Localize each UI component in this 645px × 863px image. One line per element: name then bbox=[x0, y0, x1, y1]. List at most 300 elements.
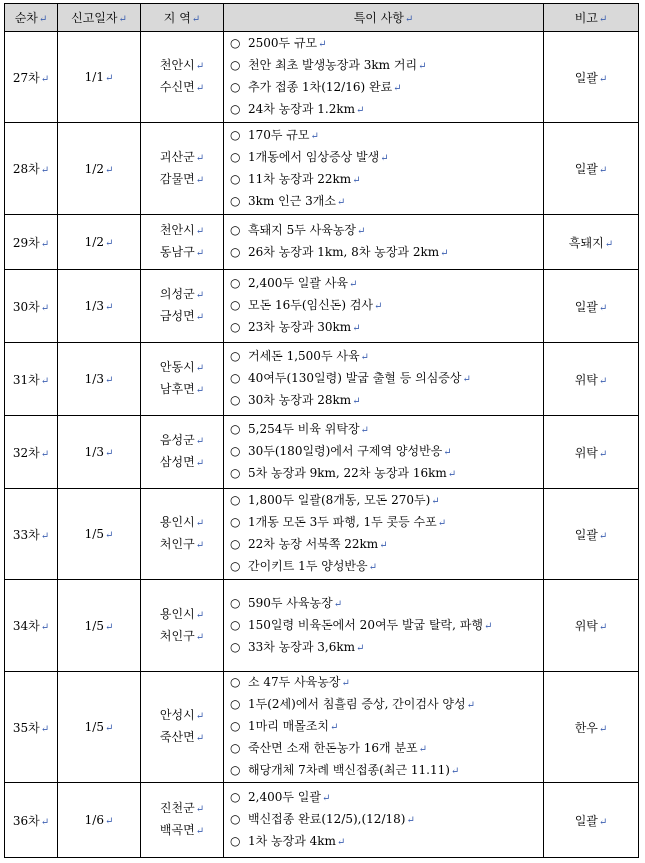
cell-text: 11차 농장과 22km bbox=[248, 171, 352, 186]
return-mark-icon: ↵ bbox=[352, 323, 361, 334]
region-line bbox=[141, 534, 223, 556]
return-mark-icon: ↵ bbox=[431, 496, 440, 507]
cell-text: 170두 규모 bbox=[248, 127, 310, 142]
cell-text: 1/3 bbox=[84, 372, 104, 386]
note-cell bbox=[544, 489, 639, 580]
cell-text: 모돈 16두(임신돈) 검사 bbox=[248, 298, 373, 312]
return-mark-icon: ↵ bbox=[104, 302, 114, 313]
return-mark-icon: ↵ bbox=[352, 174, 361, 186]
return-mark-icon: ↵ bbox=[195, 312, 205, 323]
detail-line bbox=[230, 368, 543, 390]
cell-text: 거세돈 1,500두 사육 bbox=[248, 349, 360, 363]
seq-cell bbox=[5, 416, 58, 489]
detail-line bbox=[230, 191, 543, 213]
cell-text: 삼성면 bbox=[159, 455, 195, 469]
region-line bbox=[141, 705, 223, 727]
details-cell bbox=[224, 215, 544, 270]
detail-line bbox=[230, 317, 543, 339]
cell-text: 추가 접종 1차(12/16) 완료 bbox=[248, 80, 393, 94]
return-mark-icon: ↵ bbox=[40, 73, 50, 85]
return-mark-icon: ↵ bbox=[195, 609, 205, 621]
return-mark-icon: ↵ bbox=[418, 744, 428, 755]
cell-text: 간이키트 1두 양성반응 bbox=[248, 559, 368, 573]
cell-text: 순차 bbox=[14, 11, 38, 25]
detail-line bbox=[230, 125, 543, 147]
cell-text: 2500두 규모 bbox=[248, 36, 318, 50]
column-header bbox=[141, 4, 224, 32]
region-line bbox=[141, 147, 223, 169]
return-mark-icon: ↵ bbox=[40, 530, 50, 542]
bullet-icon: ○ bbox=[230, 245, 241, 259]
detail-line bbox=[230, 615, 543, 637]
cell-text: 진천군 bbox=[159, 801, 195, 815]
return-mark-icon: ↵ bbox=[310, 130, 319, 142]
detail-line bbox=[230, 390, 543, 412]
bullet-icon: ○ bbox=[230, 537, 241, 551]
cell-text: 35차 bbox=[12, 720, 40, 735]
details-cell bbox=[224, 123, 544, 215]
table-row bbox=[5, 32, 639, 123]
details-cell bbox=[224, 489, 544, 580]
bullet-icon: ○ bbox=[230, 393, 241, 407]
return-mark-icon: ↵ bbox=[404, 14, 414, 25]
cell-text: 위탁 bbox=[574, 619, 598, 633]
region-line bbox=[141, 284, 223, 306]
cell-text: 안성시 bbox=[159, 708, 195, 722]
region-line bbox=[141, 55, 223, 77]
outbreak-table bbox=[4, 3, 639, 858]
details-cell bbox=[224, 416, 544, 489]
note-cell bbox=[544, 270, 639, 343]
bullet-icon: ○ bbox=[230, 493, 241, 507]
bullet-icon: ○ bbox=[230, 617, 241, 632]
return-mark-icon: ↵ bbox=[356, 105, 365, 116]
cell-text: 23차 농장과 30km bbox=[248, 320, 352, 334]
cell-text: 40여두(130일령) 발굽 출혈 등 의심증상 bbox=[248, 371, 462, 385]
return-mark-icon: ↵ bbox=[598, 816, 608, 828]
detail-line bbox=[230, 441, 543, 463]
return-mark-icon: ↵ bbox=[191, 14, 201, 25]
seq-cell bbox=[5, 489, 58, 580]
return-mark-icon: ↵ bbox=[598, 622, 608, 633]
cell-text: 34차 bbox=[12, 619, 40, 633]
bullet-icon: ○ bbox=[230, 102, 241, 116]
date-cell bbox=[58, 416, 141, 489]
note-cell bbox=[544, 32, 639, 123]
seq-cell bbox=[5, 783, 58, 858]
cell-text: 1/5 bbox=[84, 527, 104, 541]
return-mark-icon: ↵ bbox=[598, 302, 608, 314]
detail-line bbox=[230, 295, 543, 317]
seq-cell bbox=[5, 270, 58, 343]
cell-text: 지 역 bbox=[163, 11, 191, 25]
return-mark-icon: ↵ bbox=[368, 562, 377, 573]
table-row bbox=[5, 215, 639, 270]
bullet-icon: ○ bbox=[230, 149, 241, 164]
column-header bbox=[544, 4, 639, 32]
note-cell bbox=[544, 343, 639, 416]
detail-line bbox=[230, 419, 543, 441]
cell-text: 일괄 bbox=[574, 299, 598, 314]
return-mark-icon: ↵ bbox=[195, 385, 205, 396]
return-mark-icon: ↵ bbox=[195, 248, 205, 259]
note-cell bbox=[544, 416, 639, 489]
cell-text: 1/5 bbox=[84, 720, 104, 734]
cell-text: 처인구 bbox=[159, 537, 195, 551]
return-mark-icon: ↵ bbox=[356, 642, 365, 654]
bullet-icon: ○ bbox=[230, 639, 241, 654]
cell-text: 처인구 bbox=[159, 628, 195, 643]
cell-text: 천안시 bbox=[159, 223, 195, 237]
note-cell bbox=[544, 123, 639, 215]
return-mark-icon: ↵ bbox=[195, 363, 205, 374]
detail-line bbox=[230, 169, 543, 191]
return-mark-icon: ↵ bbox=[466, 700, 475, 711]
region-line bbox=[141, 727, 223, 749]
seq-cell bbox=[5, 215, 58, 270]
return-mark-icon: ↵ bbox=[440, 248, 449, 259]
seq-cell bbox=[5, 580, 58, 672]
return-mark-icon: ↵ bbox=[40, 723, 50, 735]
cell-text: 29차 bbox=[12, 235, 40, 250]
cell-text: 안동시 bbox=[159, 360, 195, 374]
cell-text: 의성군 bbox=[159, 287, 195, 301]
return-mark-icon: ↵ bbox=[598, 73, 608, 85]
bullet-icon: ○ bbox=[230, 80, 241, 94]
return-mark-icon: ↵ bbox=[40, 302, 50, 314]
bullet-icon: ○ bbox=[230, 223, 241, 237]
return-mark-icon: ↵ bbox=[195, 458, 205, 469]
return-mark-icon: ↵ bbox=[40, 816, 50, 828]
detail-line bbox=[230, 273, 543, 295]
region-cell bbox=[141, 343, 224, 416]
date-cell bbox=[58, 270, 141, 343]
return-mark-icon: ↵ bbox=[604, 238, 614, 250]
bullet-icon: ○ bbox=[230, 595, 241, 610]
return-mark-icon: ↵ bbox=[40, 448, 50, 460]
cell-text: 24차 농장과 1.2km bbox=[248, 102, 356, 116]
date-cell bbox=[58, 489, 141, 580]
cell-text: 동남구 bbox=[159, 245, 195, 259]
cell-text: 30차 농장과 28km bbox=[248, 393, 352, 407]
return-mark-icon: ↵ bbox=[195, 711, 205, 722]
detail-line bbox=[230, 556, 543, 578]
bullet-icon: ○ bbox=[230, 58, 241, 72]
cell-text: 위탁 bbox=[574, 372, 598, 387]
return-mark-icon: ↵ bbox=[598, 375, 608, 387]
return-mark-icon: ↵ bbox=[195, 174, 205, 186]
cell-text: 1개동 모돈 3두 파행, 1두 콧등 수포 bbox=[248, 515, 437, 529]
table-row bbox=[5, 783, 639, 858]
return-mark-icon: ↵ bbox=[352, 396, 361, 407]
return-mark-icon: ↵ bbox=[104, 73, 114, 84]
detail-line bbox=[230, 716, 543, 738]
return-mark-icon: ↵ bbox=[598, 14, 608, 25]
return-mark-icon: ↵ bbox=[418, 61, 427, 72]
return-mark-icon: ↵ bbox=[104, 238, 114, 249]
return-mark-icon: ↵ bbox=[104, 448, 114, 459]
cell-text: 흑돼지 5두 사육농장 bbox=[248, 223, 357, 237]
region-cell bbox=[141, 672, 224, 783]
return-mark-icon: ↵ bbox=[195, 804, 205, 815]
detail-line bbox=[230, 242, 543, 264]
cell-text: 5차 농장과 9km, 22차 농장과 16km bbox=[248, 466, 447, 480]
table-row bbox=[5, 270, 639, 343]
table-row bbox=[5, 123, 639, 215]
cell-text: 금성면 bbox=[159, 309, 195, 323]
return-mark-icon: ↵ bbox=[336, 196, 346, 208]
region-line bbox=[141, 306, 223, 328]
cell-text: 천안시 bbox=[159, 58, 195, 72]
table-row bbox=[5, 580, 639, 672]
return-mark-icon: ↵ bbox=[357, 226, 366, 237]
return-mark-icon: ↵ bbox=[336, 837, 346, 848]
return-mark-icon: ↵ bbox=[333, 598, 343, 610]
cell-text: 36차 bbox=[12, 813, 40, 828]
detail-line bbox=[230, 512, 543, 534]
bullet-icon: ○ bbox=[230, 675, 241, 689]
date-cell bbox=[58, 343, 141, 416]
cell-text: 26차 농장과 1km, 8차 농장과 2km bbox=[248, 245, 440, 259]
note-cell bbox=[544, 783, 639, 858]
region-line bbox=[141, 604, 223, 626]
date-cell bbox=[58, 783, 141, 858]
region-line bbox=[141, 430, 223, 452]
detail-line bbox=[230, 147, 543, 169]
return-mark-icon: ↵ bbox=[104, 375, 114, 386]
cell-text: 1두(2세)에서 침흘림 증상, 간이검사 양성 bbox=[248, 697, 466, 711]
details-cell bbox=[224, 32, 544, 123]
bullet-icon: ○ bbox=[230, 719, 241, 733]
table-row bbox=[5, 489, 639, 580]
column-header bbox=[224, 4, 544, 32]
detail-line bbox=[230, 637, 543, 659]
region-cell bbox=[141, 270, 224, 343]
bullet-icon: ○ bbox=[230, 559, 241, 573]
return-mark-icon: ↵ bbox=[330, 722, 339, 733]
table-row bbox=[5, 343, 639, 416]
cell-text: 백신접종 완료(12/5),(12/18) bbox=[248, 812, 406, 826]
cell-text: 일괄 bbox=[574, 70, 598, 85]
bullet-icon: ○ bbox=[230, 812, 241, 826]
cell-text: 5,254두 비육 위탁장 bbox=[248, 422, 360, 436]
column-header bbox=[58, 4, 141, 32]
cell-text: 1/2 bbox=[84, 235, 104, 249]
cell-text: 3km 인근 3개소 bbox=[248, 193, 336, 208]
details-cell bbox=[224, 270, 544, 343]
seq-cell bbox=[5, 123, 58, 215]
cell-text: 특이 사항 bbox=[353, 11, 404, 25]
bullet-icon: ○ bbox=[230, 320, 241, 334]
region-cell bbox=[141, 783, 224, 858]
region-line bbox=[141, 169, 223, 191]
return-mark-icon: ↵ bbox=[104, 164, 114, 176]
cell-text: 죽산면 소재 한돈농가 16개 분포 bbox=[248, 741, 418, 755]
cell-text: 31차 bbox=[12, 372, 40, 387]
bullet-icon: ○ bbox=[230, 697, 241, 711]
return-mark-icon: ↵ bbox=[447, 469, 457, 480]
cell-text: 흑돼지 bbox=[568, 235, 604, 250]
cell-text: 27차 bbox=[12, 70, 40, 85]
cell-text: 해당개체 7차례 백신접종(최근 11.11) bbox=[248, 763, 450, 777]
return-mark-icon: ↵ bbox=[360, 425, 369, 436]
return-mark-icon: ↵ bbox=[104, 723, 114, 734]
return-mark-icon: ↵ bbox=[598, 165, 608, 176]
region-cell bbox=[141, 580, 224, 672]
return-mark-icon: ↵ bbox=[380, 152, 389, 164]
note-cell bbox=[544, 580, 639, 672]
return-mark-icon: ↵ bbox=[406, 815, 415, 826]
detail-line bbox=[230, 77, 543, 99]
details-cell bbox=[224, 672, 544, 783]
cell-text: 백곡면 bbox=[159, 823, 195, 837]
detail-line bbox=[230, 55, 543, 77]
detail-line bbox=[230, 809, 543, 831]
seq-cell bbox=[5, 32, 58, 123]
cell-text: 남후면 bbox=[159, 382, 195, 396]
cell-text: 28차 bbox=[12, 162, 40, 176]
return-mark-icon: ↵ bbox=[341, 678, 350, 689]
detail-line bbox=[230, 220, 543, 242]
return-mark-icon: ↵ bbox=[393, 83, 402, 94]
region-cell bbox=[141, 32, 224, 123]
cell-text: 1/3 bbox=[84, 445, 104, 459]
cell-text: 32차 bbox=[12, 445, 40, 460]
cell-text: 수신면 bbox=[159, 80, 195, 94]
cell-text: 일괄 bbox=[574, 813, 598, 828]
return-mark-icon: ↵ bbox=[40, 165, 50, 176]
cell-text: 1/6 bbox=[84, 813, 104, 827]
bullet-icon: ○ bbox=[230, 515, 241, 529]
return-mark-icon: ↵ bbox=[598, 723, 608, 735]
bullet-icon: ○ bbox=[230, 371, 241, 385]
detail-line bbox=[230, 490, 543, 512]
detail-line bbox=[230, 593, 543, 615]
cell-text: 33차 bbox=[12, 527, 40, 542]
bullet-icon: ○ bbox=[230, 741, 241, 755]
cell-text: 1/3 bbox=[84, 299, 104, 313]
cell-text: 1/5 bbox=[84, 618, 104, 633]
cell-text: 감물면 bbox=[159, 171, 195, 186]
cell-text: 음성군 bbox=[159, 433, 195, 447]
return-mark-icon: ↵ bbox=[598, 448, 608, 460]
seq-cell bbox=[5, 672, 58, 783]
return-mark-icon: ↵ bbox=[379, 540, 388, 551]
return-mark-icon: ↵ bbox=[195, 226, 205, 237]
cell-text: 1차 농장과 4km bbox=[248, 834, 336, 848]
cell-text: 590두 사육농장 bbox=[248, 595, 333, 610]
return-mark-icon: ↵ bbox=[374, 301, 383, 312]
region-line bbox=[141, 379, 223, 401]
cell-text: 1개동에서 임상증상 발생 bbox=[248, 149, 380, 164]
return-mark-icon: ↵ bbox=[195, 540, 205, 551]
detail-line bbox=[230, 33, 543, 55]
return-mark-icon: ↵ bbox=[437, 518, 447, 529]
return-mark-icon: ↵ bbox=[483, 620, 493, 632]
date-cell bbox=[58, 123, 141, 215]
return-mark-icon: ↵ bbox=[462, 374, 471, 385]
return-mark-icon: ↵ bbox=[598, 530, 608, 542]
details-cell bbox=[224, 783, 544, 858]
region-line bbox=[141, 220, 223, 242]
return-mark-icon: ↵ bbox=[195, 61, 205, 72]
return-mark-icon: ↵ bbox=[443, 447, 452, 458]
return-mark-icon: ↵ bbox=[40, 375, 50, 387]
cell-text: 죽산면 bbox=[159, 730, 195, 744]
return-mark-icon: ↵ bbox=[195, 83, 205, 94]
seq-cell bbox=[5, 343, 58, 416]
return-mark-icon: ↵ bbox=[321, 793, 331, 804]
detail-line bbox=[230, 534, 543, 556]
return-mark-icon: ↵ bbox=[450, 766, 460, 777]
detail-line bbox=[230, 694, 543, 716]
detail-line bbox=[230, 463, 543, 485]
bullet-icon: ○ bbox=[230, 127, 241, 142]
cell-text: 용인시 bbox=[159, 606, 195, 621]
region-line bbox=[141, 357, 223, 379]
bullet-icon: ○ bbox=[230, 193, 241, 208]
cell-text: 한우 bbox=[574, 720, 598, 735]
return-mark-icon: ↵ bbox=[38, 14, 48, 25]
bullet-icon: ○ bbox=[230, 276, 241, 290]
return-mark-icon: ↵ bbox=[195, 631, 205, 643]
return-mark-icon: ↵ bbox=[195, 733, 205, 744]
date-cell bbox=[58, 32, 141, 123]
cell-text: 2,400두 일괄 bbox=[248, 790, 321, 804]
bullet-icon: ○ bbox=[230, 444, 241, 458]
detail-line bbox=[230, 346, 543, 368]
return-mark-icon: ↵ bbox=[195, 290, 205, 301]
cell-text: 용인시 bbox=[159, 515, 195, 529]
date-cell bbox=[58, 215, 141, 270]
return-mark-icon: ↵ bbox=[195, 826, 205, 837]
detail-line bbox=[230, 738, 543, 760]
return-mark-icon: ↵ bbox=[104, 621, 114, 633]
date-cell bbox=[58, 672, 141, 783]
cell-text: 1/2 bbox=[84, 161, 104, 176]
return-mark-icon: ↵ bbox=[195, 436, 205, 447]
return-mark-icon: ↵ bbox=[104, 816, 114, 827]
bullet-icon: ○ bbox=[230, 171, 241, 186]
return-mark-icon: ↵ bbox=[104, 530, 114, 541]
details-cell bbox=[224, 343, 544, 416]
cell-text: 신고일자 bbox=[71, 11, 118, 25]
cell-text: 위탁 bbox=[574, 445, 598, 460]
cell-text: 1,800두 일괄(8개동, 모돈 270두) bbox=[248, 493, 431, 507]
date-cell bbox=[58, 580, 141, 672]
bullet-icon: ○ bbox=[230, 763, 241, 777]
return-mark-icon: ↵ bbox=[348, 279, 358, 290]
cell-text: 30차 bbox=[12, 299, 40, 314]
cell-text: 1마리 매몰조치 bbox=[248, 719, 330, 733]
cell-text: 33차 농장과 3,6km bbox=[248, 639, 356, 654]
return-mark-icon: ↵ bbox=[360, 352, 369, 363]
region-line bbox=[141, 77, 223, 99]
return-mark-icon: ↵ bbox=[40, 238, 50, 250]
bullet-icon: ○ bbox=[230, 349, 241, 363]
bullet-icon: ○ bbox=[230, 36, 241, 50]
region-line bbox=[141, 512, 223, 534]
note-cell bbox=[544, 672, 639, 783]
region-line bbox=[141, 798, 223, 820]
bullet-icon: ○ bbox=[230, 834, 241, 848]
cell-text: 일괄 bbox=[574, 162, 598, 176]
table-body bbox=[5, 32, 639, 858]
cell-text: 괴산군 bbox=[159, 149, 195, 164]
table-row bbox=[5, 672, 639, 783]
cell-text: 천안 최초 발생농장과 3km 거리 bbox=[248, 58, 418, 72]
region-cell bbox=[141, 489, 224, 580]
